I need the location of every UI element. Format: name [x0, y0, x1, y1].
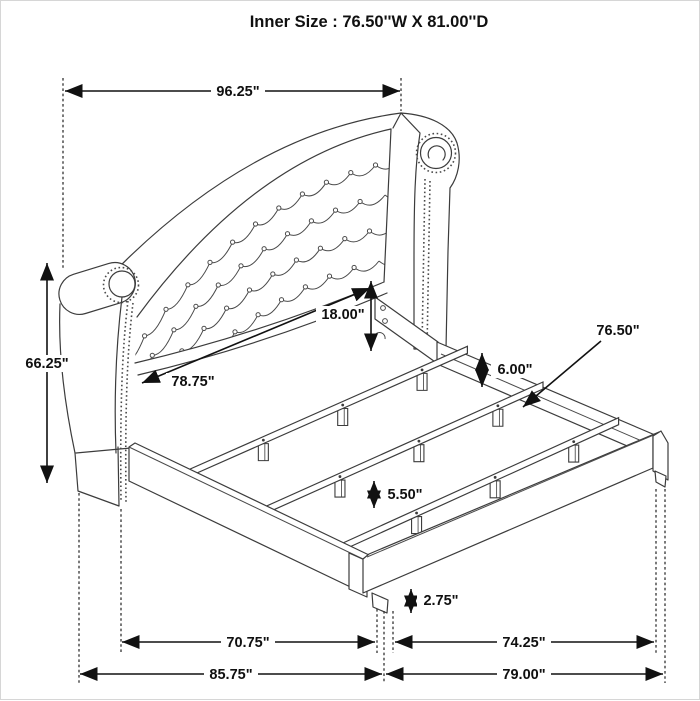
- dim-slat-leg-label: 5.50": [387, 487, 423, 503]
- dim-inner-right-label: 74.25": [502, 635, 546, 651]
- dim-headboard-bottom-line: [142, 288, 370, 383]
- diagram-canvas: [1, 1, 700, 701]
- dim-6in-label: 6.00": [497, 362, 533, 378]
- bed-frame: [129, 297, 668, 613]
- right-side-rail: [437, 342, 655, 458]
- diagram-title: Inner Size : 76.50''W X 81.00''D: [249, 13, 489, 31]
- dim-foot-label: 2.75": [423, 593, 459, 609]
- dim-slat-length-label: 76.50": [596, 323, 640, 339]
- headboard-left-scroll-arm: [54, 257, 141, 506]
- front-corner-foot: [372, 593, 388, 613]
- dim-left-height-label: 66.25": [25, 356, 69, 372]
- dim-headboard-bottom-label: 78.75": [171, 374, 215, 390]
- footboard-rail: [363, 432, 659, 593]
- left-side-rail: [129, 443, 369, 593]
- dim-top-width-label: 96.25": [216, 84, 260, 100]
- dim-outer-right-label: 79.00": [502, 667, 546, 683]
- dim-outer-left-label: 85.75": [209, 667, 253, 683]
- headboard-right-scroll-wing: [401, 113, 459, 349]
- dim-18in-label: 18.00": [321, 307, 365, 323]
- tufted-panel-pattern: [98, 156, 426, 562]
- dim-inner-left-label: 70.75": [226, 635, 270, 651]
- right-corner-post: [653, 431, 668, 487]
- headboard-left-leg: [75, 447, 119, 506]
